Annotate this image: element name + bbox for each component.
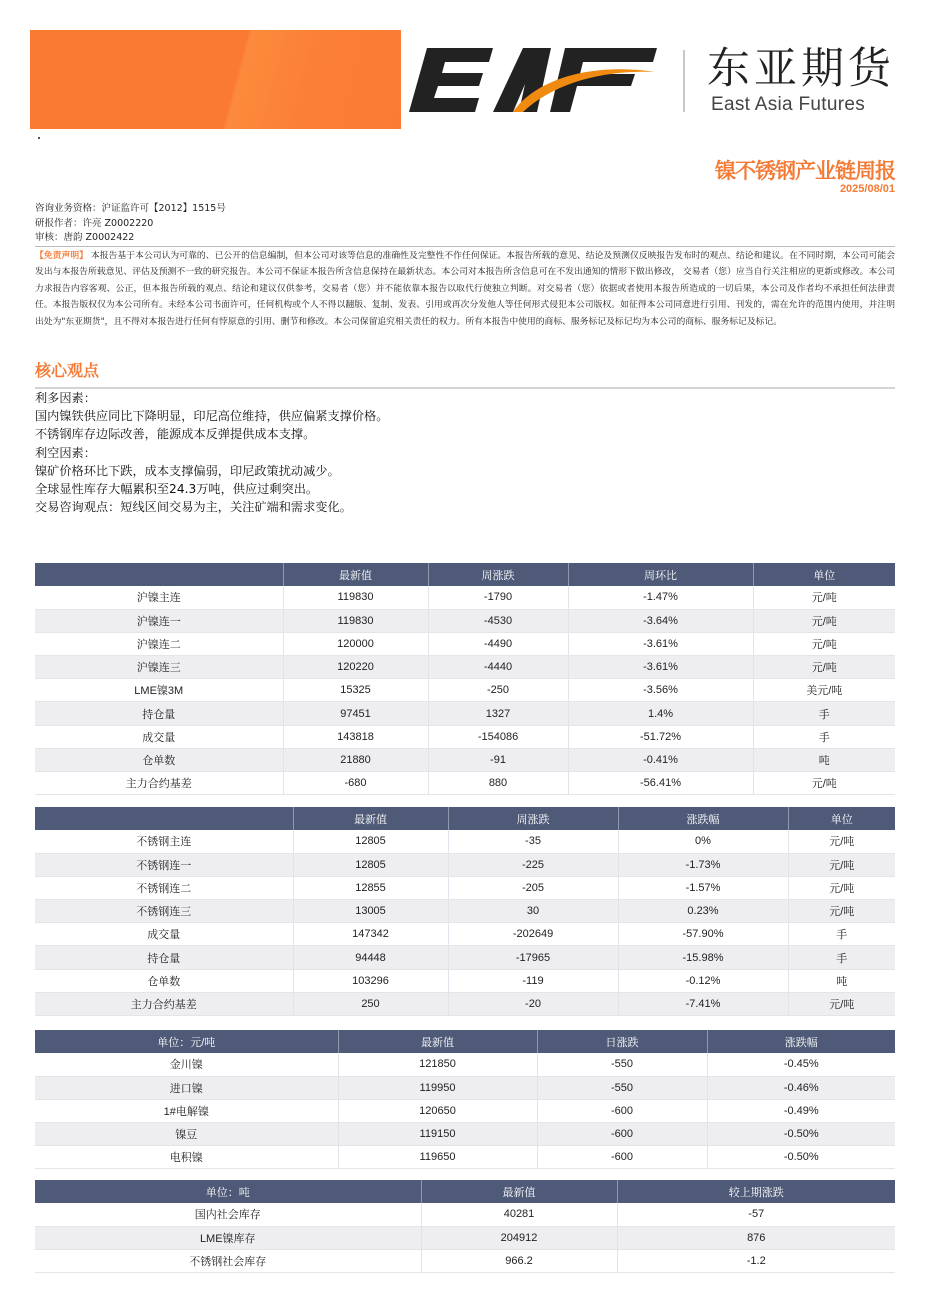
qualification-line: 咨询业务资格：沪证监许可【2012】1515号	[35, 203, 226, 214]
table-row	[35, 702, 895, 725]
table-cell: -4490	[428, 632, 568, 655]
table-row	[35, 1146, 895, 1169]
table-cell: 120650	[338, 1099, 537, 1122]
table-cell: 119150	[338, 1123, 537, 1146]
table-cell: 元/吨	[753, 586, 895, 609]
table-header-row	[35, 1030, 895, 1053]
table-cell: 13005	[293, 900, 448, 923]
table-cell: 吨	[753, 748, 895, 771]
table-cell: -680	[283, 772, 428, 795]
row-label: 成交量	[35, 923, 293, 946]
table-cell: 元/吨	[753, 656, 895, 679]
table-cell: 40281	[421, 1203, 617, 1226]
row-label: 沪镍主连	[35, 586, 283, 609]
row-label: 进口镍	[35, 1076, 338, 1099]
table-cell: 15325	[283, 679, 428, 702]
table-row	[35, 656, 895, 679]
disclaimer-text: 本报告基于本公司认为可靠的、已公开的信息编制，但本公司对该等信息的准确性及完整性不作任何保证。本报告所载的意见、结论及预测仅反映报告发布时的观点、结论和建议。在不同时期，本公司可能会发出与本报告所载意见、评估及预测不一致的研究报告。本公司不保证本报告所含信息保持在最新状态。本公司对本报告所含信息可在不发出通知的情形下做出修改， 交易者（您）应当自行关注相应的更新或修改。本公司力求报告内容客观、公正，但本报告所载的观点、结论和建议仅供参考，交易者（您）并不能依靠本报告以取代行使独立判断。对交易者（您）依据或者使用本报告所造成的一切后果，本公司及作者均不承担任何法律责任。本报告版权仅为本公司所有。未经本公司书面许可，任何机构或个人不得以翻版、复制、发表、引用或再次分发他人等任何形式侵犯本公司版权。如征得本公司同意进行引用、刊发的，需在允许的范围内使用，并注明出处为"东亚期货"，且不得对本报告进行任何有悖原意的引用、删节和修改。本公司保留追究相关责任的权力。所有本报告中使用的商标、服务标记及标记均为本公司的商标、服务标记及标记。	[35, 251, 895, 327]
stainless-futures-table	[35, 807, 895, 1016]
table-cell: -4530	[428, 609, 568, 632]
table-cell: 12805	[293, 830, 448, 853]
table-cell: -35	[448, 830, 618, 853]
row-label: 镍豆	[35, 1123, 338, 1146]
company-name-cn: 东亚期货	[707, 44, 895, 94]
table-row	[35, 772, 895, 795]
table-row	[35, 900, 895, 923]
table-row	[35, 679, 895, 702]
disclaimer-tag: 【免责声明】	[35, 251, 89, 261]
table-cell: 0%	[618, 830, 788, 853]
row-label: 主力合约基差	[35, 992, 293, 1015]
row-label: 不锈钢社会库存	[35, 1249, 421, 1272]
row-label: 国内社会库存	[35, 1203, 421, 1226]
nickel-spot-table	[35, 1030, 895, 1169]
author-line: 研报作者：许亮 Z0002220	[35, 217, 154, 229]
table-row	[35, 946, 895, 969]
header-banner	[30, 30, 401, 129]
row-label: 仓单数	[35, 748, 283, 771]
table-cell: -1.73%	[618, 853, 788, 876]
table-cell: -56.41%	[568, 772, 753, 795]
row-label: 电积镍	[35, 1146, 338, 1169]
logo-divider	[683, 50, 685, 112]
table-cell: -17965	[448, 946, 618, 969]
bullet-dot	[38, 137, 40, 139]
table-cell: -91	[428, 748, 568, 771]
table-cell: -3.56%	[568, 679, 753, 702]
eaf-logo-icon	[405, 40, 665, 120]
table-cell: 1.4%	[568, 702, 753, 725]
table-cell: -57.90%	[618, 923, 788, 946]
table-row	[35, 1123, 895, 1146]
table-cell: 手	[753, 702, 895, 725]
report-meta	[35, 202, 226, 246]
table-row	[35, 748, 895, 771]
table-header-row	[35, 807, 895, 830]
table-cell: 103296	[293, 969, 448, 992]
column-header: 最新值	[338, 1030, 537, 1053]
column-header: 较上期涨跌	[617, 1180, 895, 1203]
table-cell: -0.12%	[618, 969, 788, 992]
column-header	[35, 807, 293, 830]
table-cell: -154086	[428, 725, 568, 748]
table-cell: 121850	[338, 1053, 537, 1076]
table-row	[35, 1053, 895, 1076]
column-header: 最新值	[293, 807, 448, 830]
table-cell: 119650	[338, 1146, 537, 1169]
table-cell: 元/吨	[788, 900, 895, 923]
table-cell: -1.47%	[568, 586, 753, 609]
table-cell: -225	[448, 853, 618, 876]
table-cell: 21880	[283, 748, 428, 771]
view-line: 国内镍铁供应同比下降明显，印尼高位维持，供应偏紧支撑价格。	[35, 409, 389, 424]
column-header: 日涨跌	[537, 1030, 707, 1053]
table-cell: -20	[448, 992, 618, 1015]
row-label: 沪镍连三	[35, 656, 283, 679]
table-cell: 手	[788, 946, 895, 969]
table-cell: 120000	[283, 632, 428, 655]
row-label: 不锈钢主连	[35, 830, 293, 853]
disclaimer	[35, 248, 895, 330]
table-cell: -250	[428, 679, 568, 702]
row-label: 金川镍	[35, 1053, 338, 1076]
table-cell: -1790	[428, 586, 568, 609]
table-cell: -0.50%	[707, 1123, 895, 1146]
table-cell: 94448	[293, 946, 448, 969]
table-cell: -0.45%	[707, 1053, 895, 1076]
row-label: 不锈钢连三	[35, 900, 293, 923]
table-cell: 元/吨	[788, 992, 895, 1015]
table-cell: 119830	[283, 609, 428, 632]
table-cell: 119950	[338, 1076, 537, 1099]
table-cell: 12855	[293, 876, 448, 899]
table-cell: 手	[788, 923, 895, 946]
table-cell: -7.41%	[618, 992, 788, 1015]
core-views-list	[35, 389, 388, 516]
table-cell: 0.23%	[618, 900, 788, 923]
table-cell: 204912	[421, 1226, 617, 1249]
table-cell: 1327	[428, 702, 568, 725]
row-label: 沪镍连一	[35, 609, 283, 632]
core-views-title: 核心观点	[35, 361, 100, 380]
view-line: 交易咨询观点：短线区间交易为主，关注矿端和需求变化。	[35, 500, 352, 515]
table-cell: -15.98%	[618, 946, 788, 969]
column-header: 周涨跌	[428, 563, 568, 586]
nickel-futures-table	[35, 563, 895, 795]
inventory-table	[35, 1180, 895, 1273]
table-cell: 元/吨	[753, 772, 895, 795]
column-header: 单位	[788, 807, 895, 830]
table-cell: 143818	[283, 725, 428, 748]
table-row	[35, 853, 895, 876]
table-cell: -119	[448, 969, 618, 992]
report-title: 镍不锈钢产业链周报	[715, 159, 895, 183]
view-line: 不锈钢库存边际改善，能源成本反弹提供成本支撑。	[35, 427, 316, 442]
row-label: 沪镍连二	[35, 632, 283, 655]
table-cell: -202649	[448, 923, 618, 946]
table-cell: -4440	[428, 656, 568, 679]
column-header: 最新值	[421, 1180, 617, 1203]
reviewer-line: 审核：唐韵 Z0002422	[35, 232, 135, 243]
column-header: 单位	[753, 563, 895, 586]
table-row	[35, 609, 895, 632]
table-cell: 元/吨	[788, 853, 895, 876]
table-cell: -3.64%	[568, 609, 753, 632]
table-cell: -205	[448, 876, 618, 899]
column-header: 涨跌幅	[618, 807, 788, 830]
table-cell: 120220	[283, 656, 428, 679]
table-row	[35, 876, 895, 899]
view-line: 利空因素：	[35, 445, 96, 460]
table-cell: -0.49%	[707, 1099, 895, 1122]
table-row	[35, 1249, 895, 1272]
column-header: 涨跌幅	[707, 1030, 895, 1053]
view-line: 全球显性库存大幅累积至24.3万吨，供应过剩突出。	[35, 482, 319, 497]
table-cell: -600	[537, 1123, 707, 1146]
column-header: 单位：元/吨	[35, 1030, 338, 1053]
table-cell: 元/吨	[788, 830, 895, 853]
table-header-row	[35, 1180, 895, 1203]
table-cell: 元/吨	[788, 876, 895, 899]
table-cell: 吨	[788, 969, 895, 992]
table-cell: -0.46%	[707, 1076, 895, 1099]
report-date: 2025/08/01	[839, 183, 895, 195]
row-label: 持仓量	[35, 702, 283, 725]
table-cell: 119830	[283, 586, 428, 609]
column-header: 单位：吨	[35, 1180, 421, 1203]
table-header-row	[35, 563, 895, 586]
row-label: LME镍库存	[35, 1226, 421, 1249]
table-cell: 876	[617, 1226, 895, 1249]
company-logo	[405, 40, 905, 120]
table-cell: -57	[617, 1203, 895, 1226]
row-label: 主力合约基差	[35, 772, 283, 795]
table-cell: -0.50%	[707, 1146, 895, 1169]
table-cell: 97451	[283, 702, 428, 725]
table-row	[35, 632, 895, 655]
row-label: 仓单数	[35, 969, 293, 992]
table-cell: 元/吨	[753, 609, 895, 632]
table-cell: 30	[448, 900, 618, 923]
table-row	[35, 1226, 895, 1249]
column-header	[35, 563, 283, 586]
table-row	[35, 1203, 895, 1226]
table-cell: 元/吨	[753, 632, 895, 655]
table-row	[35, 830, 895, 853]
row-label: 持仓量	[35, 946, 293, 969]
row-label: LME镍3M	[35, 679, 283, 702]
table-cell: -1.57%	[618, 876, 788, 899]
row-label: 成交量	[35, 725, 283, 748]
table-cell: 880	[428, 772, 568, 795]
divider	[35, 246, 895, 247]
table-cell: -1.2	[617, 1249, 895, 1272]
table-row	[35, 923, 895, 946]
table-cell: -0.41%	[568, 748, 753, 771]
table-cell: -3.61%	[568, 656, 753, 679]
column-header: 周涨跌	[448, 807, 618, 830]
table-cell: 147342	[293, 923, 448, 946]
table-row	[35, 992, 895, 1015]
table-cell: 966.2	[421, 1249, 617, 1272]
table-cell: 250	[293, 992, 448, 1015]
table-row	[35, 1076, 895, 1099]
row-label: 不锈钢连二	[35, 876, 293, 899]
company-name-en: East Asia Futures	[711, 94, 866, 115]
table-row	[35, 1099, 895, 1122]
table-cell: -550	[537, 1076, 707, 1099]
table-cell: -600	[537, 1099, 707, 1122]
table-row	[35, 586, 895, 609]
table-cell: -550	[537, 1053, 707, 1076]
table-row	[35, 725, 895, 748]
column-header: 最新值	[283, 563, 428, 586]
table-cell: 手	[753, 725, 895, 748]
view-line: 利多因素：	[35, 391, 96, 405]
table-cell: -600	[537, 1146, 707, 1169]
table-row	[35, 969, 895, 992]
view-line: 镍矿价格环比下跌，成本支撑偏弱，印尼政策扰动减少。	[35, 463, 340, 478]
table-cell: 美元/吨	[753, 679, 895, 702]
table-cell: -51.72%	[568, 725, 753, 748]
table-cell: -3.61%	[568, 632, 753, 655]
column-header: 周环比	[568, 563, 753, 586]
row-label: 不锈钢连一	[35, 853, 293, 876]
table-cell: 12805	[293, 853, 448, 876]
row-label: 1#电解镍	[35, 1099, 338, 1122]
